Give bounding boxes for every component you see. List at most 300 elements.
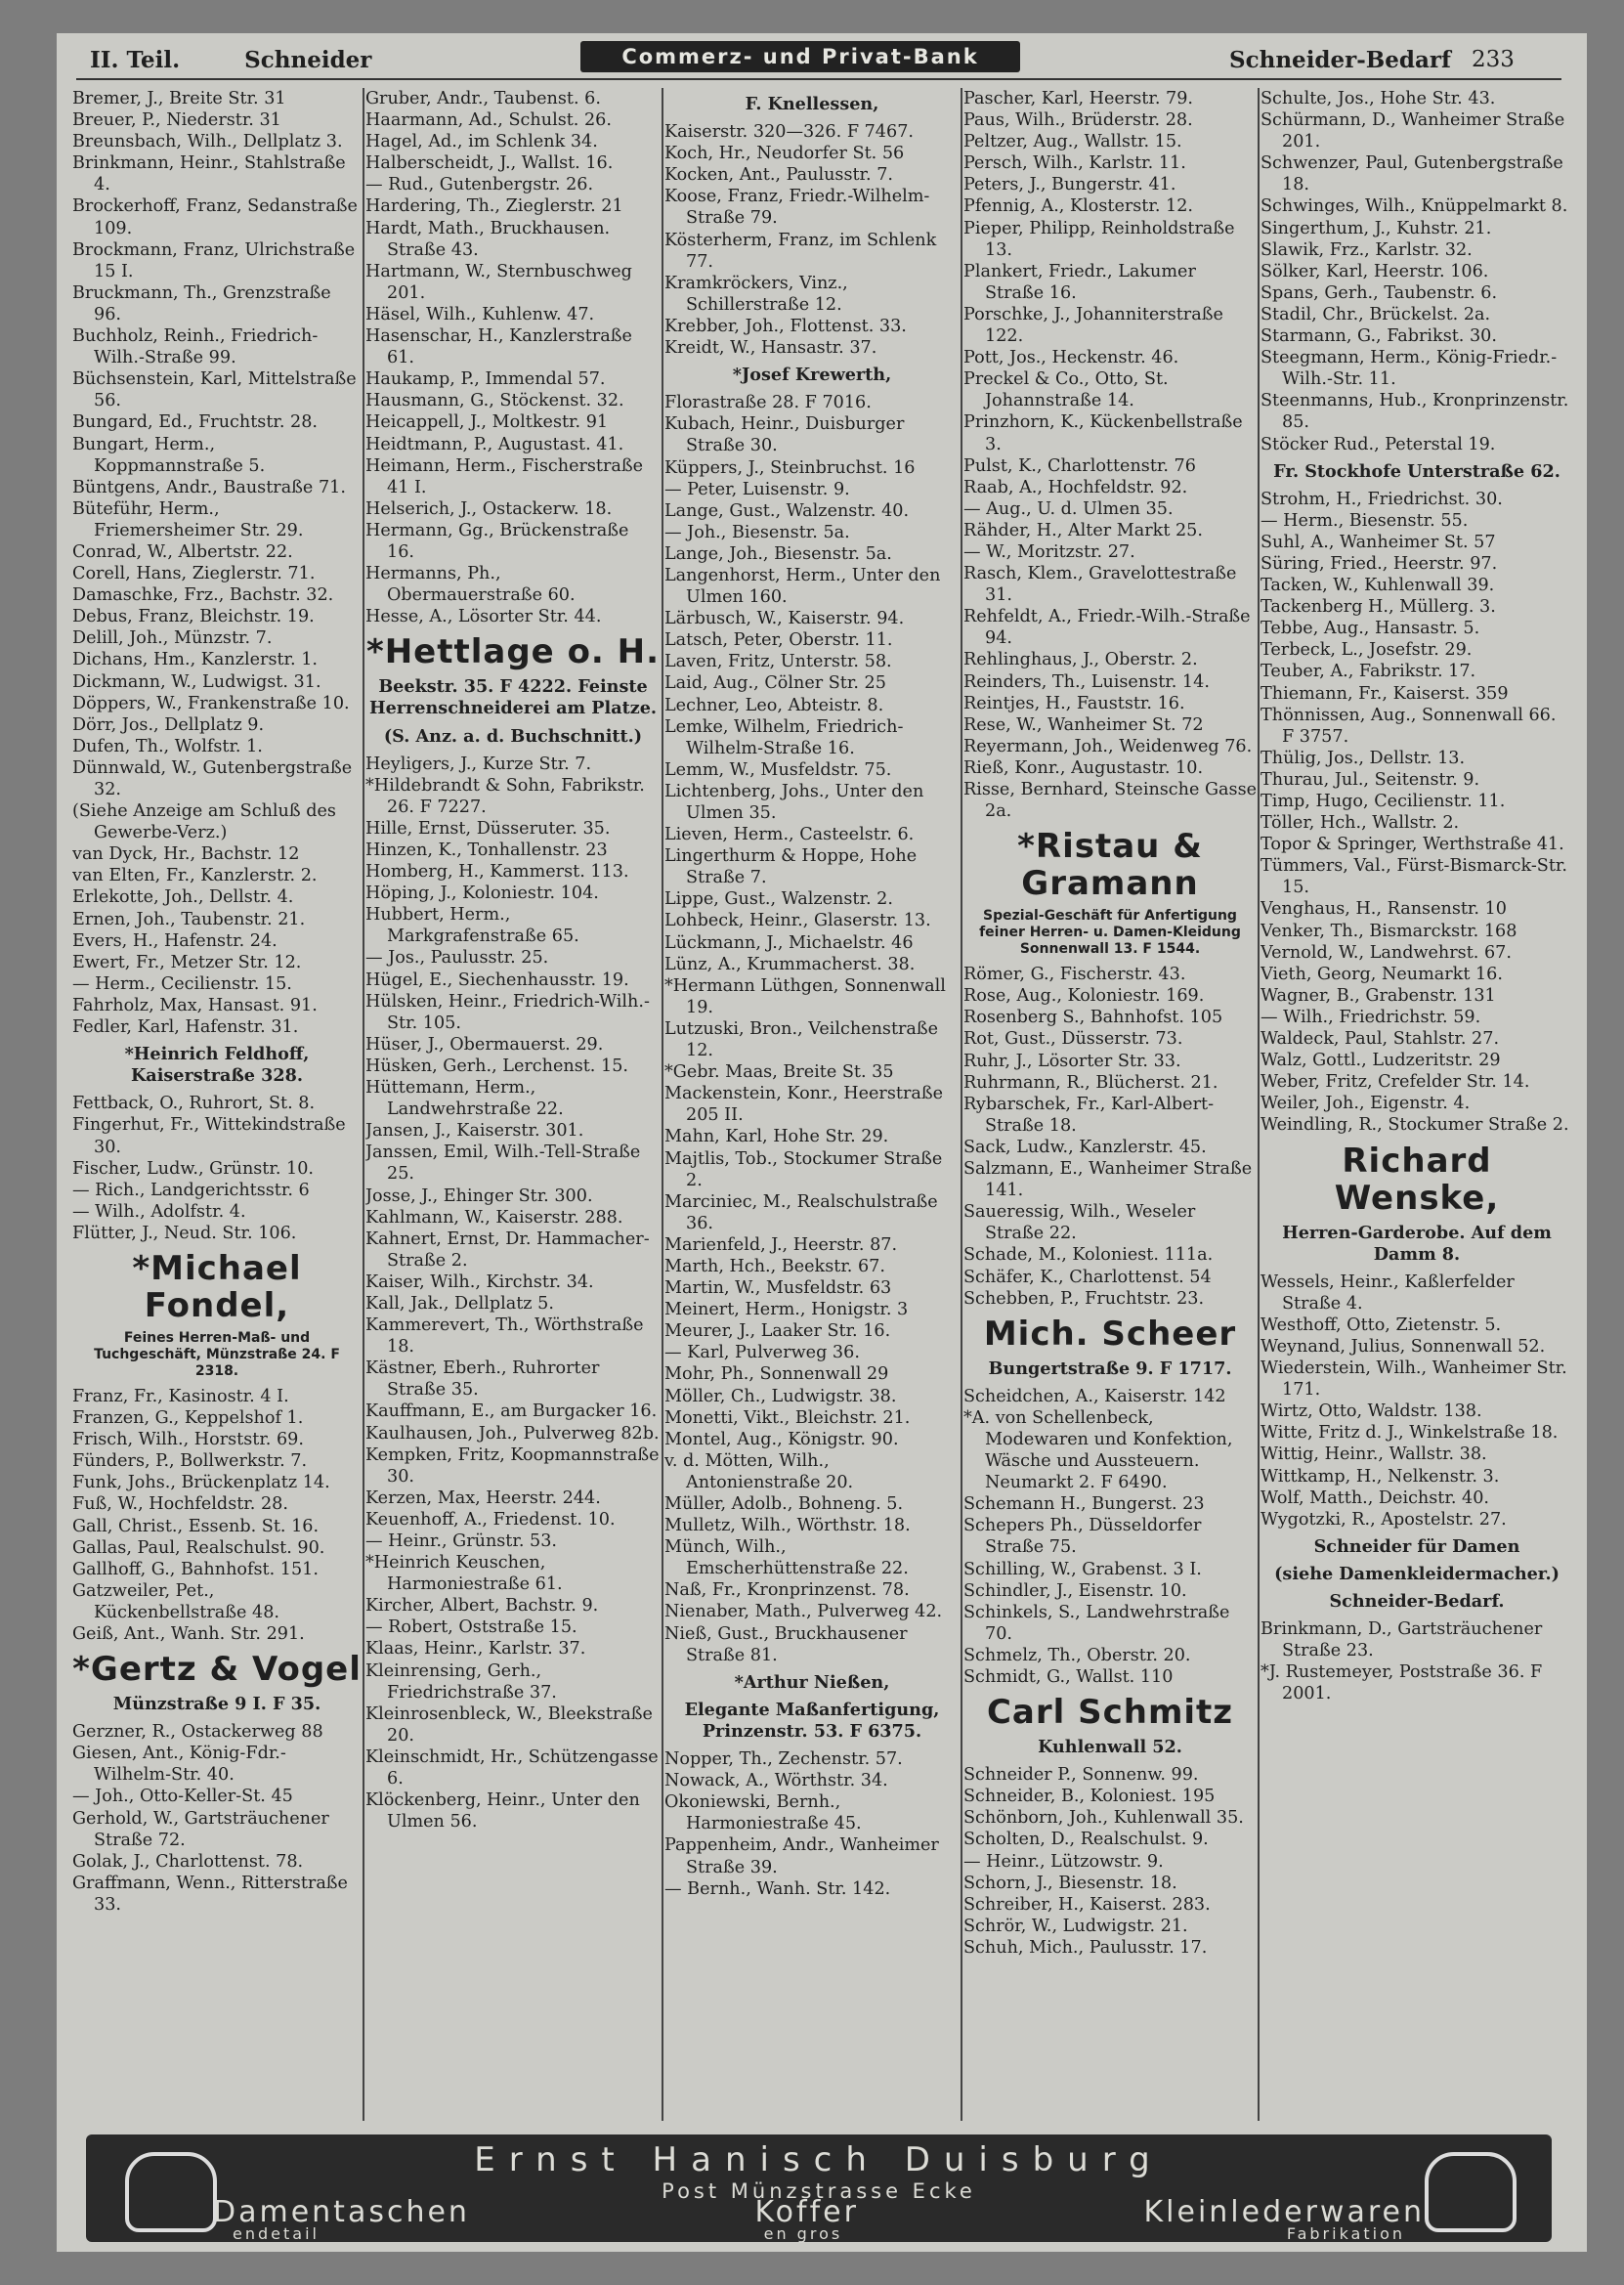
directory-entry: Slawik, Frz., Karlstr. 32. <box>1261 239 1473 260</box>
directory-entry: Hüttemann, Herm., Landwehrstraße 22. <box>365 1078 564 1120</box>
directory-entry: Schürmann, D., Wanheimer Straße 201. <box>1261 110 1565 152</box>
directory-entry: Hüser, J., Obermauerst. 29. <box>365 1034 604 1055</box>
directory-entry: — Jos., Paulusstr. 25. <box>365 948 549 969</box>
column-divider <box>1258 88 1260 2121</box>
directory-entry: Wolf, Matth., Deichstr. 40. <box>1261 1487 1490 1508</box>
directory-entry: — Aug., U. d. Ulmen 35. <box>963 498 1174 519</box>
directory-entry: Schilling, W., Grabenst. 3 I. <box>963 1559 1202 1579</box>
directory-entry: Lemke, Wilhelm, Friedrich-Wilhelm-Straße 16. <box>664 716 904 758</box>
directory-entry: *Josef Krewerth, <box>732 365 892 386</box>
directory-entry: Dichans, Hm., Kanzlerstr. 1. <box>72 650 318 670</box>
directory-entry: Wittig, Heinr., Wallstr. 38. <box>1261 1444 1487 1465</box>
directory-entry: Kall, Jak., Dellplatz 5. <box>365 1293 554 1314</box>
directory-entry: Buchholz, Reinh., Friedrich-Wilh.-Straße 99. <box>72 326 319 368</box>
directory-entry: Schorn, J., Biesenstr. 18. <box>963 1873 1177 1893</box>
directory-entry: Rese, W., Wanheimer St. 72 <box>963 714 1204 735</box>
directory-entry: Lingerthurm & Hoppe, Hohe Straße 7. <box>664 846 918 888</box>
directory-entry: — Karl, Pulverweg 36. <box>664 1343 860 1363</box>
directory-entry: Thiemann, Fr., Kaiserst. 359 <box>1261 683 1509 704</box>
directory-entry: Heidtmann, P., Augustast. 41. <box>365 434 624 454</box>
directory-entry: Fünders, P., Bollwerkstr. 7. <box>72 1451 308 1472</box>
directory-entry: Singerthum, J., Kuhstr. 21. <box>1261 218 1492 238</box>
directory-entry: Pascher, Karl, Heerstr. 79. <box>963 89 1193 108</box>
directory-entry: Vieth, Georg, Neumarkt 16. <box>1261 964 1503 984</box>
directory-entry: Lünz, A., Krummacherst. 38. <box>664 954 916 974</box>
directory-entry: Dörr, Jos., Dellplatz 9. <box>72 714 265 735</box>
directory-entry: Weindling, R., Stockumer Straße 2. <box>1261 1115 1569 1136</box>
directory-entry: *Michael Fondel, <box>132 1248 302 1325</box>
directory-entry: Fahrholz, Max, Hansast. 91. <box>72 995 318 1015</box>
directory-entry: Nieß, Gust., Bruckhausener Straße 81. <box>664 1623 908 1665</box>
directory-entry: Klöckenberg, Heinr., Unter den Ulmen 56. <box>365 1790 640 1832</box>
directory-entry: Damaschke, Frz., Bachstr. 32. <box>72 585 334 606</box>
directory-entry: Bremer, J., Breite Str. 31 <box>72 89 286 108</box>
directory-entry: Steenmanns, Hub., Kronprinzenstr. 85. <box>1261 391 1569 433</box>
directory-entry: Krebber, Joh., Flottenst. 33. <box>664 316 907 336</box>
header-rule <box>76 78 1561 80</box>
directory-entry: Schebben, P., Fruchtstr. 23. <box>963 1288 1205 1309</box>
directory-entry: van Dyck, Hr., Bachstr. 12 <box>72 844 300 865</box>
directory-entry: Steegmann, Herm., König-Friedr.-Wilh.-Str. 11. <box>1261 348 1558 390</box>
directory-entry: Meurer, J., Laaker Str. 16. <box>664 1321 891 1342</box>
footer-middle: Koffer <box>754 2195 859 2229</box>
column-divider <box>961 88 962 2121</box>
directory-entry: Hubbert, Herm., Markgrafenstraße 65. <box>365 905 579 947</box>
directory-entry: Saueressig, Wilh., Weseler Straße 22. <box>963 1202 1196 1244</box>
directory-entry: Montel, Aug., Königstr. 90. <box>664 1429 899 1449</box>
footer-company: Ernst Hanisch Duisburg <box>474 2140 1164 2179</box>
directory-entry: Schönborn, Joh., Kuhlenwall 35. <box>963 1808 1244 1829</box>
directory-entry: Lärbusch, W., Kaiserstr. 94. <box>664 609 905 629</box>
directory-entry: Lichtenberg, Johs., Unter den Ulmen 35. <box>664 781 924 823</box>
directory-entry: Corell, Hans, Zieglerstr. 71. <box>72 564 316 584</box>
directory-entry: Giesen, Ant., König-Fdr.-Wilhelm-Str. 40. <box>72 1744 286 1786</box>
directory-entry: — Rich., Landgerichtsstr. 6 <box>72 1180 310 1200</box>
directory-entry: Kubach, Heinr., Duisburger Straße 30. <box>664 414 905 456</box>
directory-entry: Homberg, H., Kammerst. 113. <box>365 862 629 883</box>
directory-entry: Nowack, A., Wörthstr. 34. <box>664 1771 888 1791</box>
directory-entry: Rybarschek, Fr., Karl-Albert-Straße 18. <box>963 1094 1215 1136</box>
directory-entry: Kösterherm, Franz, im Schlenk 77. <box>664 230 937 272</box>
directory-entry: Marienfeld, J., Heerstr. 87. <box>664 1234 898 1255</box>
directory-entry: *Hermann Lüthgen, Sonnenwall 19. <box>664 975 946 1017</box>
directory-entry: Scheidchen, A., Kaiserstr. 142 <box>963 1386 1226 1406</box>
directory-entry: Koch, Hr., Neudorfer St. 56 <box>664 144 905 164</box>
section-label: Schneider <box>244 47 372 73</box>
directory-entry: Golak, J., Charlottenst. 78. <box>72 1851 304 1872</box>
directory-entry: Heimann, Herm., Fischerstraße 41 I. <box>365 455 644 497</box>
directory-entry: Marth, Hch., Beekstr. 67. <box>664 1256 885 1276</box>
directory-entry: Bungard, Ed., Fruchtstr. 28. <box>72 412 319 433</box>
directory-entry: Schinkels, S., Landwehrstraße 70. <box>963 1602 1230 1644</box>
directory-entry: Westhoff, Otto, Zietenstr. 5. <box>1261 1315 1502 1335</box>
directory-entry: Schneider für Damen <box>1313 1535 1520 1557</box>
directory-entry: Kircher, Albert, Bachstr. 9. <box>365 1596 599 1617</box>
directory-entry: Lieven, Herm., Casteelstr. 6. <box>664 825 915 845</box>
directory-entry: Keuenhoff, A., Friedenst. 10. <box>365 1509 616 1530</box>
directory-entry: Langenhorst, Herm., Unter den Ulmen 160. <box>664 565 941 608</box>
directory-entry: Flütter, J., Neud. Str. 106. <box>72 1223 297 1243</box>
directory-entry: Laven, Fritz, Unterstr. 58. <box>664 652 892 672</box>
directory-entry: Büteführ, Herm., Friemersheimer Str. 29. <box>72 498 304 540</box>
directory-entry: Witte, Fritz d. J., Winkelstraße 18. <box>1261 1423 1559 1444</box>
directory-entry: Debus, Franz, Bleichstr. 19. <box>72 607 315 627</box>
directory-entry: Stadil, Chr., Brückelst. 2a. <box>1261 304 1491 324</box>
directory-entry: — Peter, Luisenstr. 9. <box>664 479 850 499</box>
directory-entry: Schindler, J., Eisenstr. 10. <box>963 1580 1187 1601</box>
directory-entry: Büntgens, Andr., Baustraße 71. <box>72 477 346 497</box>
directory-entry: Persch, Wilh., Karlstr. 11. <box>963 153 1186 174</box>
directory-entry: Klaas, Heinr., Karlstr. 37. <box>365 1639 586 1660</box>
directory-entry: Rasch, Klem., Gravelottestraße 31. <box>963 564 1237 606</box>
directory-entry: Pappenheim, Andr., Wanheimer Straße 39. <box>664 1835 939 1877</box>
directory-entry: Hügel, E., Siechenhausstr. 19. <box>365 970 629 990</box>
column-4 <box>963 88 1257 2131</box>
directory-entry: Fedler, Karl, Hafenstr. 31. <box>72 1017 299 1038</box>
directory-entry: Thurau, Jul., Seitenstr. 9. <box>1261 769 1480 790</box>
directory-entry: — Heinr., Grünstr. 53. <box>365 1531 558 1551</box>
directory-entry: Fettback, O., Ruhrort, St. 8. <box>72 1094 316 1114</box>
directory-entry: Erlekotte, Joh., Dellstr. 4. <box>72 887 294 908</box>
directory-entry: Weiler, Joh., Eigenstr. 4. <box>1261 1094 1471 1114</box>
directory-entry: Kleinschmidt, Hr., Schützengasse 6. <box>365 1746 659 1789</box>
directory-entry: v. d. Mötten, Wilh., Antonienstraße 20. <box>664 1450 854 1492</box>
directory-entry: Ewert, Fr., Metzer Str. 12. <box>72 952 302 972</box>
directory-entry: Rieß, Konr., Augustastr. 10. <box>963 757 1204 778</box>
directory-entry: — Joh., Biesenstr. 5a. <box>664 522 850 542</box>
directory-entry: Wagner, B., Grabenstr. 131 <box>1261 985 1496 1006</box>
footer-sub-right: Fabrikation <box>1286 2224 1405 2243</box>
directory-entry: Schneider-Bedarf. <box>1329 1591 1505 1612</box>
directory-entry: Schepers Ph., Düsseldorfer Straße 75. <box>963 1516 1202 1558</box>
directory-entry: *A. von Schellenbeck, Modewaren und Konfektion, Wäsche und Aussteuern. Neumarkt 2. F 6490. <box>963 1407 1233 1493</box>
directory-entry: Brockmann, Franz, Ulrichstraße 15 I. <box>72 239 356 281</box>
directory-entry: Bungart, Herm., Koppmannstraße 5. <box>72 434 266 476</box>
directory-entry: Reinders, Th., Luisenstr. 14. <box>963 671 1210 692</box>
directory-entry: Schuh, Mich., Paulusstr. 17. <box>963 1937 1208 1958</box>
directory-entry: Josse, J., Ehinger Str. 300. <box>365 1186 593 1206</box>
directory-entry: Kleinrensing, Gerh., Friedrichstraße 37. <box>365 1660 557 1703</box>
directory-entry: Gall, Christ., Essenb. St. 16. <box>72 1516 320 1536</box>
column-3 <box>664 88 960 2131</box>
directory-entry: Janssen, Emil, Wilh.-Tell-Straße 25. <box>365 1142 641 1185</box>
directory-entry: — Wilh., Friedrichstr. 59. <box>1261 1007 1481 1027</box>
footer-right: Kleinlederwaren <box>1143 2195 1425 2229</box>
directory-entry: Rot, Gust., Düsserstr. 73. <box>963 1029 1183 1050</box>
directory-entry: Lohbeck, Heinr., Glaserstr. 13. <box>664 911 931 931</box>
directory-entry: Gerhold, W., Gartsträuchener Straße 72. <box>72 1808 329 1850</box>
footer-left: Damentaschen <box>213 2195 470 2229</box>
directory-entry: Kempken, Fritz, Koopmannstraße 30. <box>365 1444 660 1487</box>
directory-entry: Gruber, Andr., Taubenst. 6. <box>365 89 601 108</box>
directory-entry: Brinkmann, Heinr., Stahlstraße 4. <box>72 153 346 195</box>
directory-entry: Gerzner, R., Ostackerweg 88 <box>72 1722 323 1743</box>
directory-entry: Rehfeldt, A., Friedr.-Wilh.-Straße 94. <box>963 607 1251 649</box>
directory-entry: Helserich, J., Ostackerw. 18. <box>365 498 613 519</box>
directory-entry: Töller, Hch., Wallstr. 2. <box>1261 813 1460 834</box>
directory-entry: Thülig, Jos., Dellstr. 13. <box>1261 748 1466 768</box>
directory-entry: Fuß, W., Hochfeldstr. 28. <box>72 1494 288 1515</box>
directory-entry: Hardt, Math., Bruckhausen. Straße 43. <box>365 218 611 260</box>
directory-entry: Richard Wenske, <box>1334 1141 1500 1218</box>
directory-entry: Schrör, W., Ludwigstr. 21. <box>963 1916 1188 1936</box>
directory-entry: *Heinrich Feldhoff, Kaiserstraße 328. <box>124 1044 310 1087</box>
directory-entry: Schäfer, K., Charlottenst. 54 <box>963 1267 1212 1287</box>
directory-entry: Dufen, Th., Wolfstr. 1. <box>72 736 263 756</box>
directory-entry: Pfennig, A., Klosterstr. 12. <box>963 196 1194 217</box>
directory-entry: Lechner, Leo, Abteistr. 8. <box>664 695 884 715</box>
directory-entry: Kaulhausen, Joh., Pulverweg 82b. <box>365 1423 660 1444</box>
directory-entry: Schulte, Jos., Hohe Str. 43. <box>1261 89 1496 108</box>
directory-entry: Starmann, G., Fabrikst. 30. <box>1261 326 1497 347</box>
directory-entry: Heyligers, J., Kurze Str. 7. <box>365 754 592 774</box>
directory-entry: Scholten, D., Realschulst. 9. <box>963 1830 1209 1850</box>
column-divider <box>363 88 364 2121</box>
directory-entry: Mulletz, Wilh., Wörthstr. 18. <box>664 1516 911 1536</box>
directory-entry: Mackenstein, Konr., Heerstraße 205 II. <box>664 1084 944 1126</box>
directory-entry: Haukamp, P., Immendal 57. <box>365 369 606 390</box>
directory-entry: Kästner, Eberh., Ruhrorter Straße 35. <box>365 1358 600 1401</box>
directory-entry: Plankert, Friedr., Lakumer Straße 16. <box>963 261 1196 303</box>
directory-entry: Lange, Joh., Biesenstr. 5a. <box>664 543 892 564</box>
directory-entry: Walz, Gottl., Ludzeritstr. 29 <box>1261 1051 1501 1071</box>
directory-entry: Beekstr. 35. F 4222. Feinste Herrenschneiderei am Platze. <box>368 676 658 719</box>
footer-sub-middle: en gros <box>763 2224 843 2243</box>
directory-entry: — Bernh., Wanh. Str. 142. <box>664 1878 891 1899</box>
directory-entry: Hermann, Gg., Brückenstraße 16. <box>365 520 629 562</box>
directory-entry: Ruhrmann, R., Blücherst. 21. <box>963 1072 1218 1093</box>
directory-entry: Tacken, W., Kuhlenwall 39. <box>1261 576 1495 596</box>
directory-entry: Kammerevert, Th., Wörthstraße 18. <box>365 1315 644 1358</box>
directory-entry: Rehlinghaus, J., Oberstr. 2. <box>963 650 1198 670</box>
directory-entry: Ruhr, J., Lösorter Str. 33. <box>963 1051 1181 1071</box>
directory-entry: Mahn, Karl, Hohe Str. 29. <box>664 1127 889 1147</box>
directory-entry: Koose, Franz, Friedr.-Wilhelm-Straße 79. <box>664 187 930 229</box>
directory-entry: Frisch, Wilh., Horststr. 69. <box>72 1430 304 1450</box>
directory-entry: Martin, W., Musfeldstr. 63 <box>664 1278 892 1299</box>
directory-entry: Risse, Bernhard, Steinsche Gasse 2a. <box>963 780 1257 822</box>
directory-entry: — Herm., Biesenstr. 55. <box>1261 510 1469 531</box>
directory-entry: Bungertstraße 9. F 1717. <box>988 1358 1232 1379</box>
directory-entry: Kramkröckers, Vinz., Schillerstraße 12. <box>664 273 848 315</box>
directory-entry: Spezial-Geschäft für Anfertigung feiner Herren- u. Damen-Kleidung Sonnenwall 13. F 1544. <box>979 908 1241 958</box>
directory-entry: Hasenschar, H., Kanzlerstraße 61. <box>365 326 632 368</box>
directory-entry: Salzmann, E., Wanheimer Straße 141. <box>963 1159 1253 1201</box>
directory-entry: Brockerhoff, Franz, Sedanstraße 109. <box>72 196 358 238</box>
directory-entry: Hermanns, Ph., Obermauerstraße 60. <box>365 564 576 606</box>
directory-entry: Büchsenstein, Karl, Mittelstraße 56. <box>72 369 357 411</box>
directory-entry: Florastraße 28. F 7016. <box>664 393 872 413</box>
directory-entry: Ernen, Joh., Taubenstr. 21. <box>72 909 306 929</box>
directory-entry: Lutzuski, Bron., Veilchenstraße 12. <box>664 1018 939 1061</box>
directory-entry: Kleinrosenbleck, W., Bleekstraße 20. <box>365 1703 653 1746</box>
directory-entry: Sölker, Karl, Heerstr. 106. <box>1261 261 1489 281</box>
directory-entry: Nopper, Th., Zechenstr. 57. <box>664 1749 903 1770</box>
right-title: Schneider-Bedarf <box>1229 47 1451 73</box>
directory-entry: Hüsken, Gerh., Lerchenst. 15. <box>365 1056 628 1076</box>
directory-entry: Hartmann, W., Sternbuschweg 201. <box>365 261 632 303</box>
directory-entry: Mich. Scheer <box>983 1314 1237 1354</box>
directory-entry: Hesse, A., Lösorter Str. 44. <box>365 607 602 627</box>
directory-entry: Döppers, W., Frankenstraße 10. <box>72 693 350 713</box>
directory-entry: Lückmann, J., Michaelstr. 46 <box>664 932 914 953</box>
directory-entry: Tackenberg H., Müllerg. 3. <box>1261 597 1496 618</box>
directory-entry: Wygotzki, R., Apostelstr. 27. <box>1261 1509 1507 1530</box>
directory-entry: Majtlis, Tob., Stockumer Straße 2. <box>664 1148 943 1190</box>
directory-entry: Elegante Maßanfertigung, Prinzenstr. 53. F 6375. <box>684 1699 940 1742</box>
page-header <box>57 33 1587 84</box>
handbag-icon <box>125 2152 217 2232</box>
directory-entry: Fr. Stockhofe Unterstraße 62. <box>1273 460 1560 482</box>
directory-entry: Hardering, Th., Zieglerstr. 21 <box>365 196 623 217</box>
footer-advertisement <box>86 2134 1552 2242</box>
directory-entry: Hülsken, Heinr., Friedrich-Wilh.-Str. 105. <box>365 991 650 1033</box>
directory-entry: Dickmann, W., Ludwigst. 31. <box>72 671 321 692</box>
header-left <box>90 47 428 73</box>
directory-entry: Vernold, W., Landwehrst. 67. <box>1261 942 1512 963</box>
footer-sub-left: endetail <box>233 2224 320 2243</box>
directory-entry: Suhl, A., Wanheimer St. 57 <box>1261 532 1496 552</box>
directory-entry: Kuhlenwall 52. <box>1038 1737 1182 1758</box>
directory-entry: Stöcker Rud., Peterstal 19. <box>1261 434 1496 454</box>
directory-entry: Kerzen, Max, Heerstr. 244. <box>365 1487 601 1508</box>
directory-entry: Bruckmann, Th., Grenzstraße 96. <box>72 282 331 324</box>
directory-entry: Okoniewski, Bernh., Harmoniestraße 45. <box>664 1792 862 1834</box>
directory-entry: Breuer, P., Niederstr. 31 <box>72 110 281 131</box>
column-5 <box>1261 88 1573 2131</box>
directory-entry: Paus, Wilh., Brüderstr. 28. <box>963 110 1193 131</box>
directory-entry: Wittkamp, H., Nelkenstr. 3. <box>1261 1466 1500 1487</box>
footer-address: Post Münzstrasse Ecke <box>662 2179 976 2203</box>
directory-entry: Carl Schmitz <box>986 1693 1234 1733</box>
directory-entry: Höping, J., Koloniestr. 104. <box>365 884 599 904</box>
directory-entry: *Gebr. Maas, Breite St. 35 <box>664 1062 894 1083</box>
directory-entry: (siehe Damenkleidermacher.) <box>1274 1563 1560 1584</box>
directory-entry: *J. Rustemeyer, Poststraße 36. F 2001. <box>1261 1662 1543 1704</box>
directory-entry: Fischer, Ludw., Grünstr. 10. <box>72 1158 315 1179</box>
column-divider <box>662 88 663 2121</box>
directory-entry: — Wilh., Adolfstr. 4. <box>72 1201 246 1222</box>
part-label: II. Teil. <box>90 47 181 73</box>
directory-entry: Preckel & Co., Otto, St. Johannstraße 14. <box>963 369 1169 411</box>
directory-entry: Franz, Fr., Kasinostr. 4 I. <box>72 1386 289 1406</box>
directory-entry: Raab, A., Hochfeldstr. 92. <box>963 477 1188 497</box>
directory-entry: Marciniec, M., Realschulstraße 36. <box>664 1191 938 1233</box>
directory-entry: Schade, M., Koloniest. 111a. <box>963 1245 1214 1266</box>
directory-entry: Gallas, Paul, Realschulst. 90. <box>72 1537 325 1558</box>
directory-entry: Nienaber, Math., Pulverweg 42. <box>664 1602 943 1622</box>
directory-entry: Münch, Wilh., Emscherhüttenstraße 22. <box>664 1537 909 1579</box>
directory-entry: Heicappell, J., Moltkestr. 91 <box>365 412 609 433</box>
directory-entry: Strohm, H., Friedrichst. 30. <box>1261 489 1503 509</box>
directory-entry: Haarmann, Ad., Schulst. 26. <box>365 110 612 131</box>
directory-page <box>57 33 1587 2252</box>
directory-entry: Funk, Johs., Brückenplatz 14. <box>72 1473 330 1493</box>
directory-entry: *Hettlage o. H. <box>365 632 661 672</box>
directory-entry: Hausmann, G., Stöckenst. 32. <box>365 391 624 411</box>
directory-entry: Kaiser, Wilh., Kirchstr. 34. <box>365 1272 594 1292</box>
directory-entry: Lippe, Gust., Walzenstr. 2. <box>664 889 893 910</box>
directory-entry: Latsch, Peter, Oberstr. 11. <box>664 630 893 651</box>
directory-entry: — Rud., Gutenbergstr. 26. <box>365 175 594 195</box>
directory-entry: Hagel, Ad., im Schlenk 34. <box>365 132 598 152</box>
directory-entry: Reintjes, H., Fauststr. 16. <box>963 693 1185 713</box>
directory-entry: — Robert, Oststraße 15. <box>365 1617 577 1638</box>
directory-entry: van Elten, Fr., Kanzlerstr. 2. <box>72 866 318 886</box>
directory-entry: Wirtz, Otto, Waldstr. 138. <box>1261 1401 1482 1422</box>
directory-entry: Schwinges, Wilh., Knüppelmarkt 8. <box>1261 196 1568 217</box>
directory-entry: Naß, Fr., Kronprinzenst. 78. <box>664 1580 910 1601</box>
directory-entry: Rosenberg S., Bahnhofst. 105 <box>963 1008 1223 1028</box>
directory-entry: Kahnert, Ernst, Dr. Hammacher-Straße 2. <box>365 1229 650 1271</box>
directory-entry: Reyermann, Joh., Weidenweg 76. <box>963 736 1253 756</box>
directory-entry: Möller, Ch., Ludwigstr. 38. <box>664 1386 897 1406</box>
directory-entry: Prinzhorn, K., Kückenbellstraße 3. <box>963 412 1243 454</box>
directory-entry: Wessels, Heinr., Kaßlerfelder Straße 4. <box>1261 1272 1515 1314</box>
directory-entry: Porschke, J., Johanniterstraße 122. <box>963 304 1223 347</box>
directory-entry: *Hildebrandt & Sohn, Fabrikstr. 26. F 7227. <box>365 775 645 817</box>
directory-entry: Terbeck, L., Josefstr. 29. <box>1261 640 1473 661</box>
footer-sublines <box>233 2224 1405 2243</box>
directory-entry: (Siehe Anzeige am Schluß des Gewerbe-Verz.) <box>72 801 336 843</box>
directory-entry: Laid, Aug., Cölner Str. 25 <box>664 673 886 694</box>
directory-entry: Rose, Aug., Koloniestr. 169. <box>963 986 1205 1007</box>
directory-entry: Venghaus, H., Ransenstr. 10 <box>1261 899 1507 920</box>
directory-entry: Schmelz, Th., Oberstr. 20. <box>963 1645 1191 1665</box>
directory-entry: Kocken, Ant., Paulusstr. 7. <box>664 165 893 186</box>
directory-entry: Topor & Springer, Werthstraße 41. <box>1261 835 1564 855</box>
directory-entry: Timp, Hugo, Cecilienstr. 11. <box>1261 792 1506 811</box>
directory-entry: Lange, Gust., Walzenstr. 40. <box>664 500 910 521</box>
directory-entry: Küppers, J., Steinbruchst. 16 <box>664 457 916 478</box>
directory-entry: Kreidt, W., Hansastr. 37. <box>664 338 877 359</box>
directory-entry: F. Knellessen, <box>745 94 879 114</box>
suitcase-icon <box>1425 2152 1517 2232</box>
directory-entry: Gatzweiler, Pet., Kückenbellstraße 48. <box>72 1580 280 1622</box>
directory-entry: Teuber, A., Fabrikstr. 17. <box>1261 662 1476 682</box>
directory-entry: Schneider P., Sonnenw. 99. <box>963 1765 1199 1786</box>
directory-entry: Geiß, Ant., Wanh. Str. 291. <box>72 1624 305 1644</box>
directory-entry: Münzstraße 9 I. F 35. <box>112 1694 321 1715</box>
directory-entry: Müller, Adolb., Bohneng. 5. <box>664 1494 904 1514</box>
bank-banner: Commerz- und Privat-Bank <box>580 41 1020 72</box>
directory-entry: Sack, Ludw., Kanzlerstr. 45. <box>963 1137 1207 1157</box>
directory-entry: Fingerhut, Fr., Wittekindstraße 30. <box>72 1115 346 1157</box>
directory-entry: Hille, Ernst, Düsseruter. 35. <box>365 818 611 839</box>
directory-entry: Franzen, G., Keppelshof 1. <box>72 1408 304 1429</box>
directory-entry: *Ristau & Gramann <box>1017 827 1203 904</box>
directory-entry: Brinkmann, D., Gartsträuchener Straße 23. <box>1261 1619 1543 1661</box>
directory-entry: Meinert, Herm., Honigstr. 3 <box>664 1300 909 1320</box>
directory-entry: Graffmann, Wenn., Ritterstraße 33. <box>72 1873 348 1915</box>
column-1 <box>72 88 362 2131</box>
directory-entry: Feines Herren-Maß- und Tuchgeschäft, Münzstraße 24. F 2318. <box>94 1329 340 1379</box>
directory-entry: *Heinrich Keuschen, Harmoniestraße 61. <box>365 1553 563 1595</box>
directory-entry: Süring, Fried., Heerstr. 97. <box>1261 553 1498 574</box>
directory-entry: Rähder, H., Alter Markt 25. <box>963 520 1203 540</box>
directory-entry: Mohr, Ph., Sonnenwall 29 <box>664 1364 889 1385</box>
directory-entry: Weynand, Julius, Sonnenwall 52. <box>1261 1336 1546 1357</box>
directory-entry: Schneider, B., Koloniest. 195 <box>963 1787 1216 1807</box>
directory-entry: — W., Moritzstr. 27. <box>963 541 1135 562</box>
directory-entry: Lemm, W., Musfeldstr. 75. <box>664 759 892 780</box>
directory-entry: Häsel, Wilh., Kuhlenw. 47. <box>365 304 595 324</box>
directory-entry: Herren-Garderobe. Auf dem Damm 8. <box>1282 1222 1552 1265</box>
directory-entry: Venker, Th., Bismarckstr. 168 <box>1261 921 1517 941</box>
directory-entry: Wiederstein, Wilh., Wanheimer Str. 171. <box>1261 1358 1567 1401</box>
directory-entry: Schwenzer, Paul, Gutenbergstraße 18. <box>1261 153 1563 195</box>
directory-entry: Schemann H., Bungerst. 23 <box>963 1494 1205 1515</box>
